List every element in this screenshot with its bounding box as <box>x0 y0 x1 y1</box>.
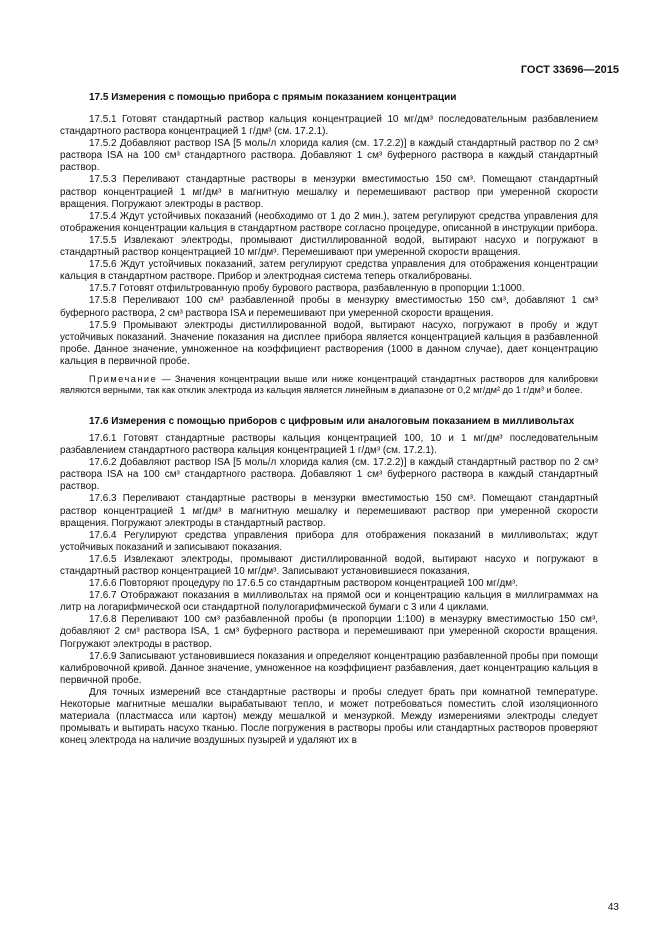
paragraph: 17.5.8 Переливают 100 см³ разбавленной пробы в мензурку вместимостью 150 см³, добавляют 1 см³ буферного раствора, 2 см³ раствора ISA и перемешивают при умеренной скорости вращения. <box>60 295 598 319</box>
paragraph: 17.5.1 Готовят стандартный раствор кальция концентрацией 10 мг/дм³ последовательным разбавлением стандартного раствора концентрацией 1 г/дм³ (см. 17.2.1). <box>60 114 598 138</box>
paragraph: 17.6.6 Повторяют процедуру по 17.6.5 со стандартным раствором концентрацией 100 мг/дм³. <box>89 578 519 590</box>
paragraph: Для точных измерений все стандартные растворы и пробы следует брать при комнатной температуре. Некоторые магнитные мешалки вырабатывают тепло, и может потребоваться поместить слой изоляционного материала (пластмасса или картон) между мешалкой и мензуркой. Между измерениями электроды следует промывать и вытирать насухо тканью. После погружения в растворы пробы или стандартных растворов проверяют конец электрода на наличие воздушных пузырей и удаляют их в <box>60 686 598 747</box>
document-body <box>60 92 598 747</box>
note <box>60 374 598 396</box>
paragraph: 17.5.2 Добавляют раствор ISA [5 моль/л хлорида калия (см. 17.2.2)] в каждый стандартный раствор по 2 см³ раствора ISA на 100 см³ стандартного раствора. Добавляют 1 см³ буферного раствора в каждый стандартный раствор. <box>60 138 598 174</box>
paragraph: 17.5.6 Ждут устойчивых показаний, затем регулируют средства управления для отображения концентрации кальция в стандартном растворе. Прибор и электродная система теперь откалиброваны. <box>60 259 598 283</box>
paragraph: 17.6.2 Добавляют раствор ISA [5 моль/л хлорида калия (см. 17.2.2)] в каждый стандартный раствор по 2 см³ раствора ISA на 100 см³ стандартного раствора. Добавляют 1 см³ буферного раствора в каждый стандартный раствор. <box>60 457 598 493</box>
paragraph: 17.5.3 Переливают стандартные растворы в мензурки вместимостью 150 см³. Помещают стандартный раствор концентрацией 1 мг/дм³ в магнитную мешалку и перемешивают раствор при умеренной скорости вращения. Погружают электроды в раствор. <box>60 174 598 210</box>
paragraph: 17.6.8 Переливают 100 см³ разбавленной пробы (в пропорции 1:100) в мензурку вместимостью 150 см³, добавляют 2 см³ раствора ISA, 1 см³ буферного раствора и перемешивают при умеренной скорости вращения. Погружают электроды в раствор. <box>60 614 598 650</box>
paragraph: 17.5.4 Ждут устойчивых показаний (необходимо от 1 до 2 мин.), затем регулируют средства управления для отображения концентрации кальция в стандартном растворе согласно процедуре, описанной в инструкции прибора. <box>60 210 598 234</box>
paragraph: 17.6.7 Отображают показания в милливольтах на прямой оси и концентрацию кальция в миллиграммах на литр на логарифмической оси стандартной полулогарифмической бумаги с 3 или 4 циклами. <box>60 590 598 614</box>
page-number: 43 <box>607 902 619 913</box>
paragraph: 17.5.5 Извлекают электроды, промывают дистиллированной водой, вытирают насухо и погружают в стандартный раствор концентрацией 10 мг/дм³. Перемешивают при умеренной скорости вращения. <box>60 234 598 259</box>
paragraph: 17.6.4 Регулируют средства управления прибора для отображения показаний в милливольтах; ждут устойчивых показаний и записывают показания. <box>60 529 598 553</box>
paragraph: 17.6.9 Записывают установившиеся показания и определяют концентрацию разбавленной пробы при помощи калибровочной кривой. Данное значение, умноженное на коэффициент разбавления, дает концентрацию кальция в первичной пробе. <box>60 650 598 686</box>
section-heading-17-6: 17.6 Измерения с помощью приборов с цифровым или аналоговым показанием в милливольтах <box>89 415 575 427</box>
paragraph: 17.6.1 Готовят стандартные растворы кальция концентрацией 100, 10 и 1 мг/дм³ последовательным разбавлением стандартного раствора кальция концентрацией 1 г/дм³ (см. 17.2.1). <box>60 432 598 457</box>
doc-code-header: ГОСТ 33696—2015 <box>520 64 619 76</box>
paragraph: 17.5.7 Готовят отфильтрованную пробу бурового раствора, разбавленную в пропорции 1:1000. <box>89 283 525 295</box>
note-text: — Значения концентрации выше или ниже концентраций стандартных растворов для калибровки являются верными, так как отклик электрода из кальция является линейным в диапазоне от 0,2 мг/дм² до 1 г/дм³ и более. <box>60 373 598 395</box>
paragraph: 17.6.5 Извлекают электроды, промывают дистиллированной водой, вытирают насухо и погружают в стандартный раствор концентрацией 10 мг/дм³. Записывают установившиеся показания. <box>60 553 598 577</box>
paragraph: 17.5.9 Промывают электроды дистиллированной водой, вытирают насухо, погружают в пробу и ждут устойчивых показаний. Значение показания на дисплее прибора является концентрацией кальция в разбавленной пробе. Данное значение, умноженное на коэффициент растворения (1000 в данном случае), дает концентрацию кальция в первичной пробе. <box>60 319 598 367</box>
note-label: Примечание <box>89 373 158 384</box>
section-heading-17-5: 17.5 Измерения с помощью прибора с прямым показанием концентрации <box>89 92 457 103</box>
paragraph: 17.6.3 Переливают стандартные растворы в мензурки вместимостью 150 см³. Помещают стандартный раствор концентрацией 1 мг/дм³ в магнитную мешалку и перемешивают раствор при умеренной скорости вращения. Погружают электроды в стандартный раствор. <box>60 493 598 529</box>
